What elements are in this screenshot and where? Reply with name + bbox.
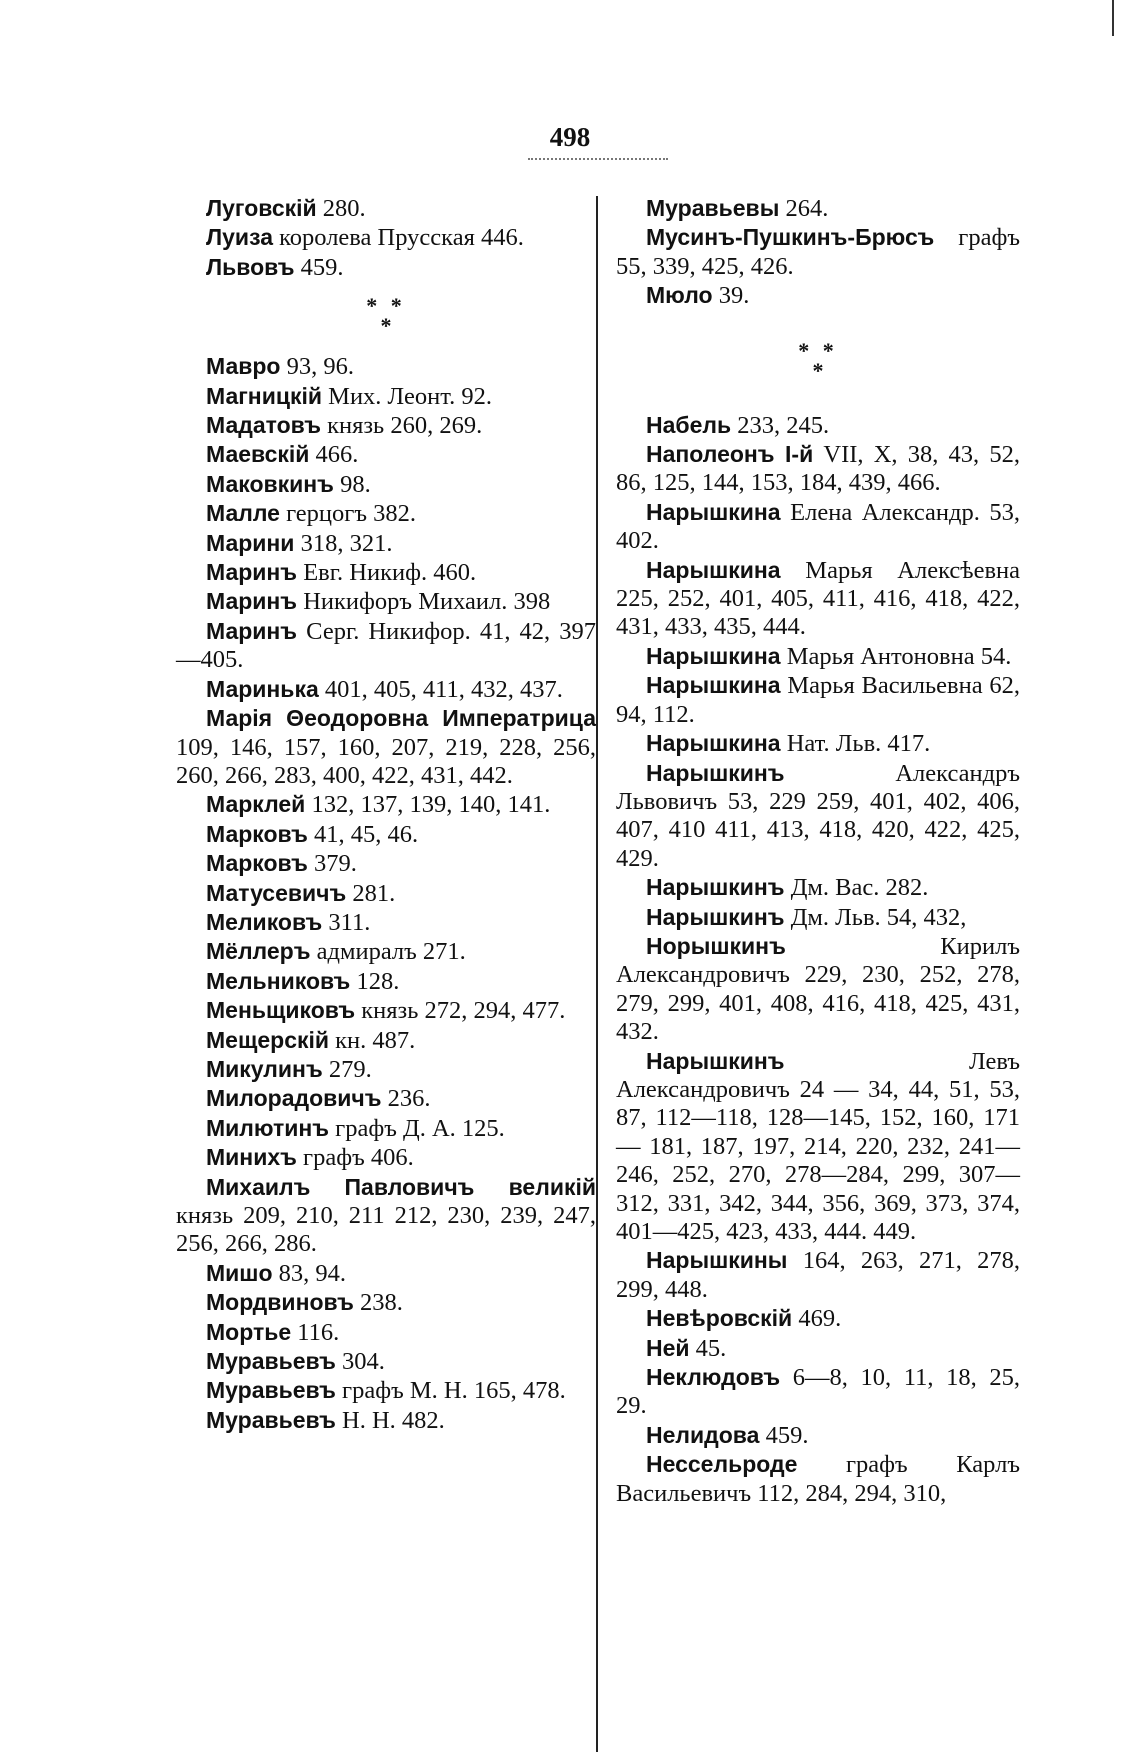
index-entry xyxy=(176,499,596,528)
entry-name: Нарышкинъ xyxy=(646,1047,785,1074)
entry-references: Никифоръ Михаил. 398 xyxy=(297,588,551,616)
index-entry xyxy=(616,440,1020,498)
entry-references: Марья Антоновна 54. xyxy=(780,642,1012,670)
entry-references: 238. xyxy=(353,1289,403,1317)
entry-name: Мусинъ-Пушкинъ-Брюсъ xyxy=(646,224,935,251)
index-entry xyxy=(616,194,1020,223)
entry-references: 304. xyxy=(335,1348,385,1376)
entry-name: Нелидова xyxy=(646,1421,760,1448)
entry-name: Маринъ xyxy=(206,588,298,615)
entry-references: Елена Александр. 53, 402. xyxy=(616,498,1020,555)
entry-name: Муравьевы xyxy=(646,195,780,221)
entry-references: 45. xyxy=(689,1334,727,1362)
index-entry xyxy=(176,558,596,587)
entry-name: Муравьевъ xyxy=(206,1348,336,1375)
index-entry xyxy=(616,642,1020,671)
index-entry xyxy=(176,587,596,616)
entry-name: Милорадовичъ xyxy=(206,1085,382,1112)
entry-name: Нарышкинъ xyxy=(646,874,785,901)
entry-name: Маринъ xyxy=(206,617,298,644)
index-entry xyxy=(616,556,1020,642)
entry-name: Норышкинъ xyxy=(646,932,786,959)
entry-references: 41, 45, 46. xyxy=(307,820,419,848)
entry-name: Мадатовъ xyxy=(206,412,321,439)
index-entry xyxy=(176,849,596,878)
entry-name: Нарышкинъ xyxy=(646,759,785,786)
entry-references: князь 209, 210, 211 212, 230, 239, 247, 256, 266, 286. xyxy=(176,1202,596,1258)
entry-name: Нессельроде xyxy=(646,1451,798,1478)
entry-references: Дм. Вас. 282. xyxy=(784,874,929,902)
entry-references: графъ 55, 339, 425, 426. xyxy=(616,224,1020,280)
entry-references: 279. xyxy=(322,1055,372,1083)
page-number: 498 xyxy=(549,122,591,152)
entry-name: Марковъ xyxy=(206,850,308,877)
index-entry xyxy=(176,675,596,704)
entry-references: 98. xyxy=(333,470,371,498)
entry-name: Львовъ xyxy=(206,253,295,280)
entry-name: Милютинъ xyxy=(206,1114,330,1141)
entry-references: графъ М. Н. 165, 478. xyxy=(335,1377,566,1405)
index-entry xyxy=(176,1055,596,1084)
index-entry xyxy=(176,820,596,849)
entry-name: Муравьевъ xyxy=(206,1406,336,1433)
entry-name: Марклей xyxy=(206,791,306,818)
entry-references: Евг. Никиф. 460. xyxy=(297,559,477,587)
index-entry xyxy=(616,223,1020,281)
entry-name: Нарышкина xyxy=(646,556,781,583)
entry-name: Маринъ xyxy=(206,559,298,586)
entry-name: Мещерскій xyxy=(206,1026,330,1053)
entry-references: Кирилъ Александровичъ 229, 230, 252, 278, 279, 299, 401, 408, 416, 418, 425, 431, 432. xyxy=(616,932,1020,1046)
index-entry xyxy=(176,194,596,223)
index-entry xyxy=(616,1421,1020,1450)
index-entry xyxy=(176,223,596,252)
entry-name: Маевскій xyxy=(206,441,310,468)
index-entry xyxy=(616,1047,1020,1247)
index-entry xyxy=(616,1450,1020,1508)
entry-name: Нарышкинъ xyxy=(646,903,785,930)
entry-references: 401, 405, 411, 432, 437. xyxy=(318,675,563,703)
index-entry xyxy=(176,908,596,937)
index-entry xyxy=(176,1347,596,1376)
section-separator: * * * xyxy=(366,293,406,339)
entry-references: 83, 94. xyxy=(272,1259,347,1287)
section-separator: * * * xyxy=(798,337,838,383)
entry-name: Мавро xyxy=(206,353,281,380)
right-column xyxy=(616,194,1020,1508)
entry-references: Александръ Львовичъ 53, 229 259, 401, 402, 406, 407, 410 411, 413, 418, 420, 422, 425, 429. xyxy=(616,759,1020,872)
entry-name: Марини xyxy=(206,529,295,556)
entry-name: Матусевичъ xyxy=(206,879,347,906)
entry-references: князь 272, 294, 477. xyxy=(355,997,566,1025)
entry-name: Малле xyxy=(206,500,280,527)
entry-name: Невѣровскій xyxy=(646,1305,793,1332)
entry-name: Магницкій xyxy=(206,382,323,409)
entry-name: Мёллеръ xyxy=(206,938,311,965)
index-entry xyxy=(616,1304,1020,1333)
entry-references: 379. xyxy=(307,850,357,878)
index-entry xyxy=(176,470,596,499)
entry-name: Микулинъ xyxy=(206,1055,323,1082)
entry-name: Маринька xyxy=(206,675,319,702)
index-entry xyxy=(616,932,1020,1047)
index-entry xyxy=(176,996,596,1025)
entry-references: Мих. Леонт. 92. xyxy=(322,382,492,410)
entry-name: Меньщиковъ xyxy=(206,997,356,1024)
entry-references: 318, 321. xyxy=(294,529,393,557)
entry-references: королева Прусская 446. xyxy=(273,224,524,252)
entry-references: кн. 487. xyxy=(329,1026,416,1054)
index-entry xyxy=(616,281,1020,310)
entry-references: князь 260, 269. xyxy=(320,412,483,440)
entry-references: Марья Васильевна 62, 94, 112. xyxy=(616,672,1020,728)
entry-references: 469. xyxy=(792,1305,842,1333)
entry-references: Дм. Льв. 54, 432, xyxy=(784,903,967,931)
entry-references: Серг. Никифор. 41, 42, 397—405. xyxy=(176,617,596,674)
index-entry xyxy=(176,1406,596,1435)
entry-references: 132, 137, 139, 140, 141. xyxy=(305,791,551,819)
entry-references: 280. xyxy=(316,195,366,222)
header-ornament xyxy=(528,158,668,164)
index-entry xyxy=(176,1084,596,1113)
index-entry xyxy=(616,903,1020,932)
entry-references: 109, 146, 157, 160, 207, 219, 228, 256, 260, 266, 283, 400, 422, 431, 442. xyxy=(176,733,596,789)
entry-name: Мишо xyxy=(206,1259,273,1286)
entry-name: Мордвиновъ xyxy=(206,1289,354,1316)
entry-name: Мортье xyxy=(206,1318,292,1345)
entry-name: Мельниковъ xyxy=(206,967,351,994)
index-entry xyxy=(176,411,596,440)
entry-name: Муравьевъ xyxy=(206,1377,336,1404)
entry-name: Маковкинъ xyxy=(206,470,334,497)
entry-name: Наполеонъ I-й xyxy=(646,441,814,468)
entry-references: 233, 245. xyxy=(731,411,830,439)
entry-references: графъ 406. xyxy=(296,1144,414,1172)
index-entry xyxy=(616,1246,1020,1304)
left-column xyxy=(176,194,596,1435)
entry-references: 6—8, 10, 11, 18, 25, 29. xyxy=(616,1364,1020,1420)
index-entry xyxy=(176,1259,596,1288)
entry-name: Нарышкина xyxy=(646,642,781,669)
entry-references: 459. xyxy=(759,1421,809,1449)
index-entry xyxy=(176,382,596,411)
entry-name: Нарышкины xyxy=(646,1247,788,1274)
entry-references: 39. xyxy=(712,282,750,310)
entry-name: Луговскій xyxy=(206,195,317,221)
index-entry xyxy=(176,1376,596,1405)
index-entry xyxy=(176,1026,596,1055)
entry-name: Меликовъ xyxy=(206,908,323,935)
entry-references: 164, 263, 271, 278, 299, 448. xyxy=(616,1247,1020,1303)
index-entry xyxy=(176,790,596,819)
index-entry xyxy=(176,253,596,282)
entry-references: 466. xyxy=(309,441,359,469)
entry-references: адмиралъ 271. xyxy=(310,938,466,966)
entry-references: 128. xyxy=(350,967,400,995)
entry-name: Ней xyxy=(646,1334,690,1361)
page-edge-mark xyxy=(1112,0,1114,36)
index-entry xyxy=(616,498,1020,556)
column-divider xyxy=(596,196,598,1752)
entry-references: 116. xyxy=(291,1318,340,1346)
index-entry xyxy=(616,411,1020,440)
index-entry xyxy=(176,352,596,381)
index-entry xyxy=(176,937,596,966)
entry-references: 311. xyxy=(322,908,371,936)
entry-references: 459. xyxy=(294,253,344,281)
entry-name: Набель xyxy=(646,411,732,438)
index-entry xyxy=(616,1334,1020,1363)
index-entry xyxy=(616,729,1020,758)
index-entry xyxy=(176,1288,596,1317)
entry-references: Н. Н. 482. xyxy=(335,1406,445,1434)
entry-name: Нарышкина xyxy=(646,730,781,757)
entry-name: Михаилъ Павловичъ великій xyxy=(206,1173,596,1200)
entry-references: Нат. Льв. 417. xyxy=(780,730,931,758)
entry-name: Марія Θеодоровна Императрица xyxy=(206,705,596,732)
entry-name: Минихъ xyxy=(206,1144,297,1171)
entry-references: 93, 96. xyxy=(280,353,354,381)
index-entry xyxy=(176,1114,596,1143)
index-entry xyxy=(176,879,596,908)
entry-references: Левъ Александровичъ 24 — 34, 44, 51, 53, 87, 112—118, 128—145, 152, 160, 171 — 181, 187, 197, 214, 220, 232, 241—246, 252, 270, 278—284, 299, 307—312, 331, 342, 344, 356, 369, 373, 374, 401—425, 423, 433, 444. 449. xyxy=(616,1047,1020,1245)
entry-references: герцогъ 382. xyxy=(279,500,417,528)
entry-name: Марковъ xyxy=(206,820,308,847)
entry-references: 264. xyxy=(779,195,829,222)
index-entry xyxy=(616,873,1020,902)
index-entry xyxy=(176,1173,596,1259)
entry-references: Марья Алексѣевна 225, 252, 401, 405, 411, 416, 418, 422, 431, 433, 435, 444. xyxy=(616,556,1020,641)
entry-references: 281. xyxy=(346,879,396,907)
entry-references: VII, X, 38, 43, 52, 86, 125, 144, 153, 184, 439, 466. xyxy=(616,441,1020,497)
index-entry xyxy=(176,967,596,996)
index-entry xyxy=(176,1143,596,1172)
index-entry xyxy=(176,529,596,558)
index-entry xyxy=(176,1318,596,1347)
entry-references: графъ Д. А. 125. xyxy=(329,1114,505,1142)
entry-name: Нарышкина xyxy=(646,498,781,525)
index-entry xyxy=(176,440,596,469)
entry-name: Мюло xyxy=(646,282,713,309)
index-entry xyxy=(176,617,596,675)
entry-references: графъ Карлъ Васильевичъ 112, 284, 294, 310, xyxy=(616,1451,1020,1507)
entry-name: Неклюдовъ xyxy=(646,1364,781,1391)
entry-name: Нарышкина xyxy=(646,672,781,699)
entry-name: Луиза xyxy=(206,224,273,251)
index-entry xyxy=(616,1363,1020,1421)
index-entry xyxy=(616,671,1020,729)
index-entry xyxy=(176,704,596,790)
index-entry xyxy=(616,759,1020,874)
entry-references: 236. xyxy=(381,1085,431,1113)
